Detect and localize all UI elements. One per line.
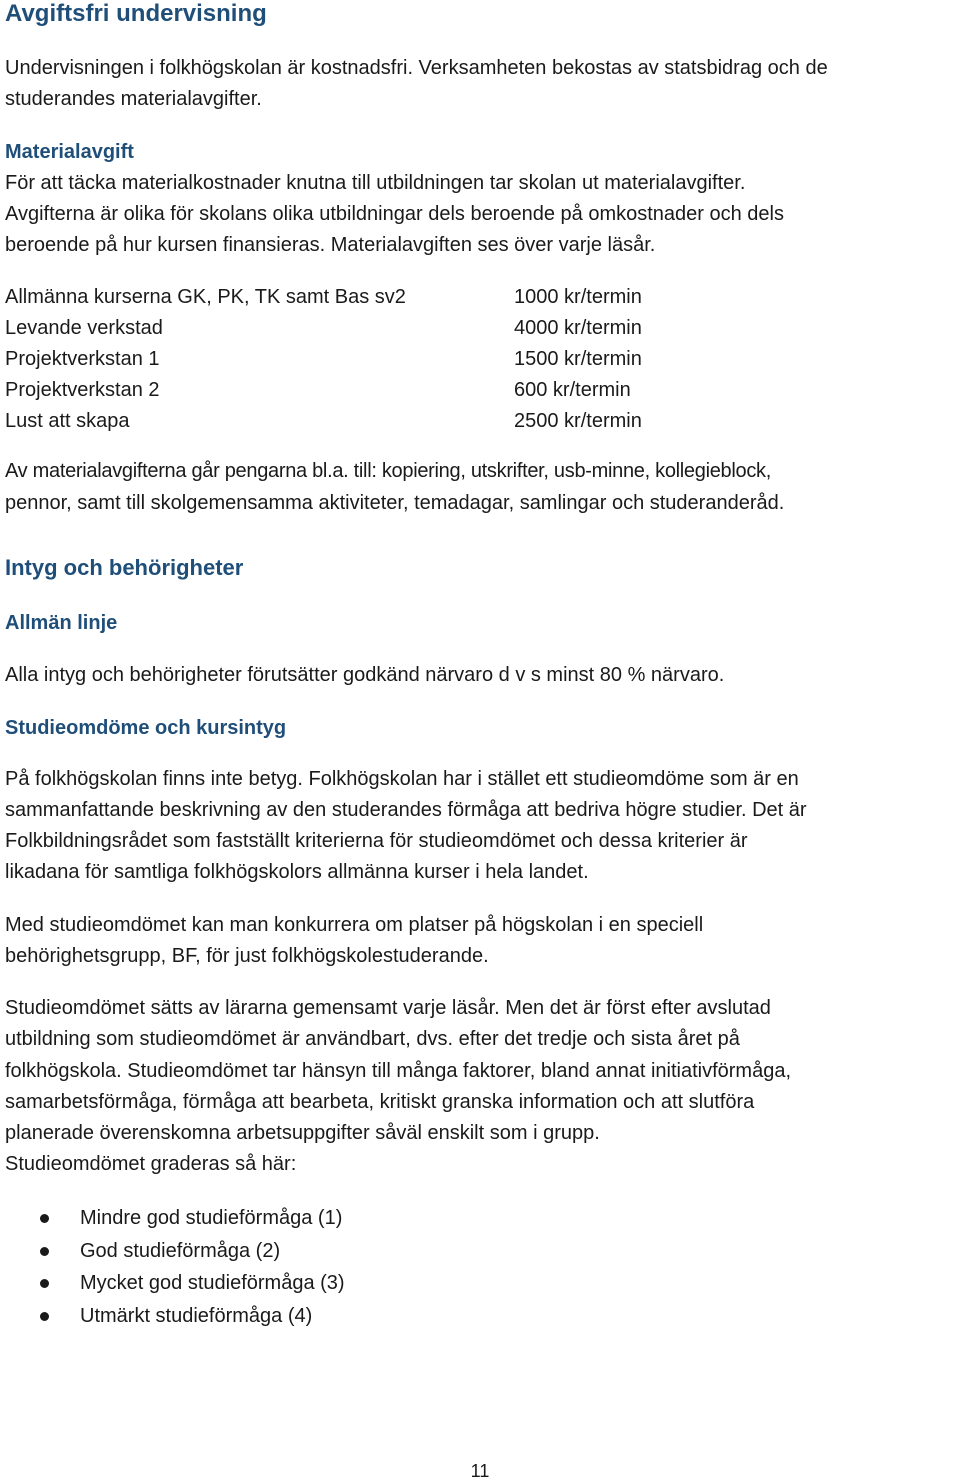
fee-price: 1000 kr/termin: [514, 286, 642, 308]
fee-row: [5, 313, 705, 344]
general-line-text: Alla intyg och behörigheter förutsätter godkänd närvaro d v s minst 80 % närvaro.: [5, 664, 725, 686]
section-title-fees: Avgiftsfri undervisning: [5, 0, 267, 27]
para2-line-2: behörighetsgrupp, BF, för just folkhögskolestuderande.: [5, 945, 489, 967]
fee-price: 600 kr/termin: [514, 379, 631, 401]
para3-line-4: samarbetsförmåga, förmåga att bearbeta, kritiskt granska information och att slutföra: [5, 1091, 755, 1113]
grade-label: Mycket god studieförmåga (3): [80, 1272, 345, 1294]
material-line-1: För att täcka materialkostnader knutna till utbildningen tar skolan ut materialavgifter.: [5, 172, 746, 194]
fee-row: [5, 282, 705, 313]
fee-row: [5, 375, 705, 406]
fee-price: 1500 kr/termin: [514, 348, 642, 370]
bullet-icon: [40, 1312, 49, 1321]
intro-line-2: studerandes materialavgifter.: [5, 88, 262, 110]
material-line-2: Avgifterna är olika för skolans olika utbildningar dels beroende på omkostnader och dels: [5, 203, 784, 225]
assessment-heading: Studieomdöme och kursintyg: [5, 717, 287, 739]
usage-line-1: Av materialavgifterna går pengarna bl.a. till: kopiering, utskrifter, usb-minne, kollegieblock,: [5, 460, 771, 482]
bullet-icon: [40, 1214, 49, 1223]
grade-label: Mindre god studieförmåga (1): [80, 1207, 343, 1229]
usage-line-2: pennor, samt till skolgemensamma aktiviteter, temadagar, samlingar och studeranderåd.: [5, 492, 785, 514]
fee-course-name: Allmänna kurserna GK, PK, TK samt Bas sv2: [5, 286, 406, 308]
general-line-heading: Allmän linje: [5, 612, 118, 634]
fee-table: [5, 282, 705, 437]
grading-intro: Studieomdömet graderas så här:: [5, 1153, 297, 1175]
para1-line-1: På folkhögskolan finns inte betyg. Folkhögskolan har i stället ett studieomdöme som är en: [5, 768, 799, 790]
list-item: [0, 1300, 600, 1333]
list-item: [0, 1202, 600, 1235]
bullet-icon: [40, 1279, 49, 1288]
grade-list: [0, 1202, 600, 1332]
para3-line-2: utbildning som studieomdömet är användbart, dvs. efter det tredje och sista året på: [5, 1028, 740, 1050]
para1-line-4: likadana för samtliga folkhögskolors allmänna kurser i hela landet.: [5, 861, 589, 883]
para2-line-1: Med studieomdömet kan man konkurrera om platser på högskolan i en speciell: [5, 914, 704, 936]
list-item: [0, 1235, 600, 1268]
grade-label: Utmärkt studieförmåga (4): [80, 1304, 313, 1327]
fee-row: [5, 406, 705, 437]
material-line-3: beroende på hur kursen finansieras. Materialavgiften ses över varje läsår.: [5, 234, 656, 256]
para3-line-3: folkhögskola. Studieomdömet tar hänsyn till många faktorer, bland annat initiativförmåga,: [5, 1060, 791, 1082]
list-item: [0, 1267, 600, 1300]
para3-line-1: Studieomdömet sätts av lärarna gemensamt varje läsår. Men det är först efter avslutad: [5, 997, 771, 1019]
para3-line-5: planerade överenskomna arbetsuppgifter såväl enskilt som i grupp.: [5, 1122, 600, 1144]
fee-course-name: Lust att skapa: [5, 410, 130, 432]
para1-line-3: Folkbildningsrådet som fastställt kriterierna för studieomdömet och dessa kriterier är: [5, 830, 748, 852]
fee-course-name: Projektverkstan 2: [5, 379, 160, 401]
para1-line-2: sammanfattande beskrivning av den studerandes förmåga att bedriva högre studier. Det är: [5, 799, 807, 821]
grade-label: God studieförmåga (2): [80, 1239, 281, 1262]
fee-row: [5, 344, 705, 375]
fee-course-name: Projektverkstan 1: [5, 348, 160, 370]
section-title-certificates: Intyg och behörigheter: [5, 555, 244, 580]
fee-price: 2500 kr/termin: [514, 410, 642, 432]
fee-course-name: Levande verkstad: [5, 317, 163, 339]
bullet-icon: [40, 1247, 49, 1256]
fee-price: 4000 kr/termin: [514, 317, 642, 339]
intro-line-1: Undervisningen i folkhögskolan är kostnadsfri. Verksamheten bekostas av statsbidrag och de: [5, 57, 828, 79]
page-number: 11: [470, 1461, 490, 1481]
material-fee-heading: Materialavgift: [5, 141, 134, 163]
